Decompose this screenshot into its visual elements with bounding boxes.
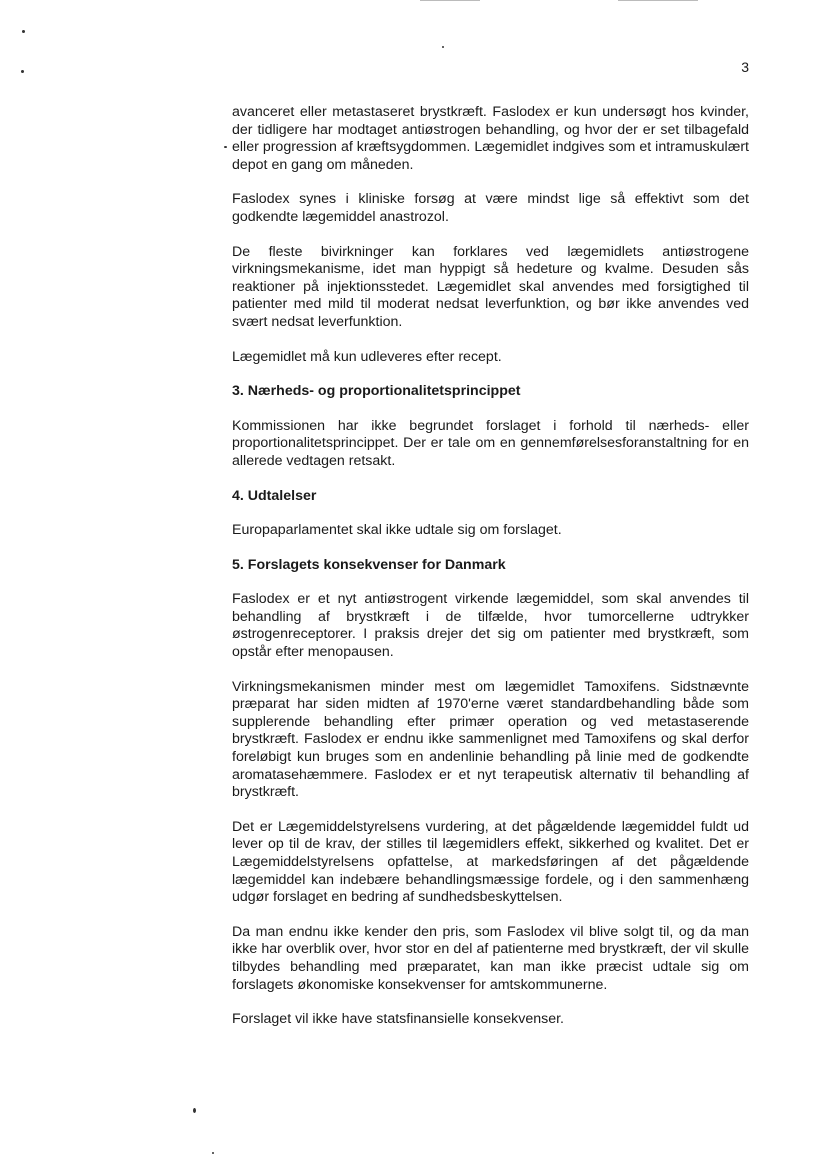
- section-heading: 4. Udtalelser: [232, 487, 317, 504]
- body-paragraph: Forslaget vil ikke have statsfinansielle konsekvenser.: [232, 1011, 564, 1028]
- scan-speck: [21, 70, 24, 73]
- body-paragraph: Virkningsmekanismen minder mest om lægemidlet Tamoxifens. Sidstnævnte præparat har siden midten af 1970'erne været standardbehandling både som supplerende behandling efter primær operation og ved metastaserende brystkræft. Faslodex er endnu ikke sammenlignet med Tamoxifens og skal derfor foreløbigt kun bruges som en andenlinie behandling på linie med de godkendte aromatasehæmmere. Faslodex er et nyt terapeutisk alternativ til behandling af brystkræft.: [232, 678, 749, 801]
- scan-speck: [193, 1108, 196, 1113]
- body-paragraph: Lægemidlet må kun udleveres efter recept.: [232, 348, 502, 365]
- scan-speck: [442, 46, 444, 48]
- body-paragraph: Faslodex synes i kliniske forsøg at være mindst lige så effektivt som det godkendte lægemiddel anastrozol.: [232, 191, 749, 225]
- body-paragraph: avanceret eller metastaseret brystkræft. Faslodex er kun undersøgt hos kvinder, der tidligere har modtaget antiøstrogen behandling, og hvor der er set tilbagefald eller progression af kræftsygdommen. Lægemidlet indgives som et intramuskulært depot en gang om måneden.: [232, 104, 749, 173]
- scan-edge-mark: [420, 0, 480, 1]
- scan-speck: [22, 30, 25, 33]
- page-number: 3: [741, 59, 749, 75]
- body-paragraph: Det er Lægemiddelstyrelsens vurdering, at det pågældende lægemiddel fuldt ud lever op til de krav, der stilles til lægemidlers effekt, sikkerhed og kvalitet. Det er Lægemiddelstyrelsens opfattelse, at markedsføringen af det pågældende lægemiddel kan indebære behandlingsmæssige fordele, og i den sammenhæng udgør forslaget en bedring af sundhedsbeskyttelsen.: [232, 818, 749, 906]
- body-paragraph: De fleste bivirkninger kan forklares ved lægemidlets antiøstrogene virkningsmekanisme, idet man hyppigt så hedeture og kvalme. Desuden sås reaktioner på injektionsstedet. Lægemidlet skal anvendes med forsigtighed til patienter med mild til moderat nedsat leverfunktion, og bør ikke anvendes ved svært nedsat leverfunktion.: [232, 243, 749, 330]
- document-body: [232, 104, 749, 1046]
- body-paragraph: Faslodex er et nyt antiøstrogent virkende lægemiddel, som skal anvendes til behandling af brystkræft i de tilfælde, hvor tumorcellerne udtrykker østrogenreceptorer. I praksis drejer det sig om patienter med brystkræft, som opstår efter menopausen.: [232, 591, 749, 661]
- section-heading: 3. Nærheds- og proportionalitetsprincippet: [232, 383, 521, 400]
- section-heading: 5. Forslagets konsekvenser for Danmark: [232, 556, 506, 573]
- scan-speck: [212, 1152, 214, 1154]
- scan-speck: [224, 146, 227, 148]
- body-paragraph: Da man endnu ikke kender den pris, som Faslodex vil blive solgt til, og da man ikke har overblik over, hvor stor en del af patienterne med brystkræft, der vil skulle tilbydes behandling med præparatet, kan man ikke præcist udtale sig om forslagets økonomiske konsekvenser for amtskommunerne.: [232, 923, 749, 993]
- body-paragraph: Kommissionen har ikke begrundet forslaget i forhold til nærheds- eller proportionalitetsprincippet. Der er tale om en gennemførelsesforanstaltning for en allerede vedtagen retsakt.: [232, 417, 749, 469]
- body-paragraph: Europaparlamentet skal ikke udtale sig om forslaget.: [232, 522, 562, 539]
- scan-edge-mark: [618, 0, 698, 1]
